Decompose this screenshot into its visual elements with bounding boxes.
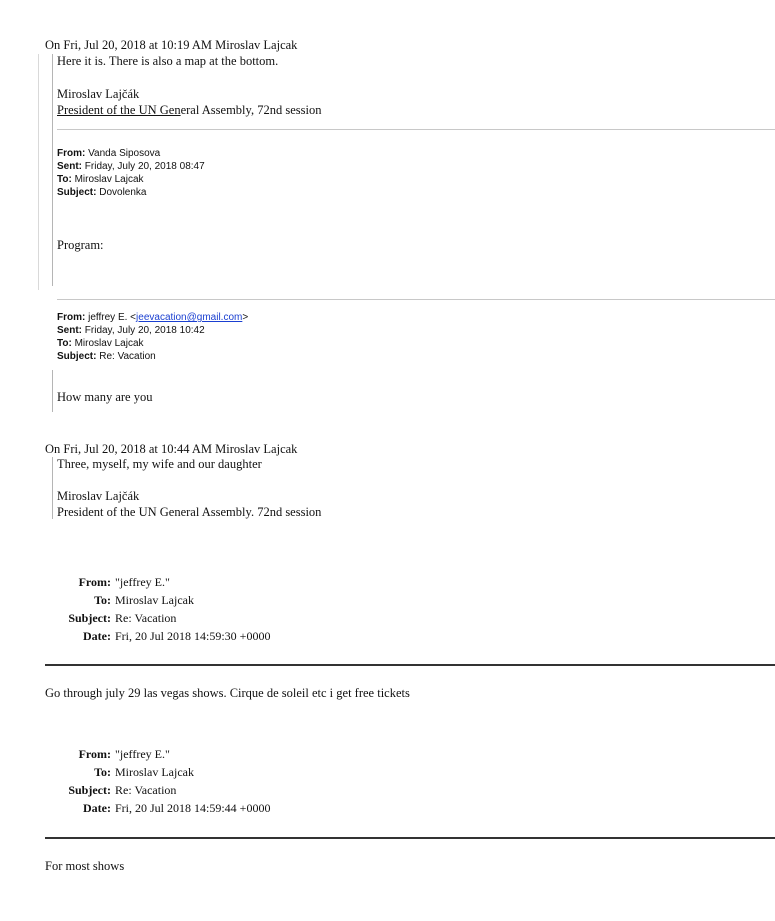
subject-value: Re: Vacation [115,611,177,625]
quote-bar-outer [38,54,39,290]
to-label: To: [94,593,111,607]
message2-body: For most shows [45,859,125,873]
sent-label: Sent: [57,161,82,172]
header-separator [57,299,775,300]
sent-value: Friday, July 20, 2018 08:47 [82,161,205,172]
date-label: Date: [83,801,111,815]
message1-from-row [45,575,445,591]
message1-subject-row [45,611,445,627]
header-separator [57,129,775,130]
quote-bar [52,370,53,412]
message2-from-row [45,747,445,763]
from-label: From: [78,575,111,589]
fwd2-from-line [57,312,248,323]
message2-subject-row [45,783,445,799]
from-label: From: [57,312,86,323]
reply1-attribution: On Fri, Jul 20, 2018 at 10:19 AM Miroslav Lajcak [45,38,298,52]
reply1-signature-name: Miroslav Lajčák [57,87,140,101]
message1-to-row [45,593,445,609]
subject-label: Subject: [57,187,97,198]
from-value: "jeffrey E." [115,747,170,761]
message2-to-row [45,765,445,781]
quote-bar [52,457,53,519]
message1-body: Go through july 29 las vegas shows. Cirque de soleil etc i get free tickets [45,686,410,700]
reply2-attribution: On Fri, Jul 20, 2018 at 10:44 AM Miroslav Lajcak [45,442,298,456]
message-divider [45,664,775,666]
subject-label: Subject: [68,611,111,625]
reply1-line: Here it is. There is also a map at the bottom. [57,54,279,68]
message2-date-row [45,801,445,817]
email-link[interactable]: jeevacation@gmail.com [136,312,243,323]
reply1-signature-title [57,103,321,118]
fwd2-to-line [57,338,144,349]
subject-value: Re: Vacation [96,351,156,362]
to-value: Miroslav Lajcak [71,338,144,349]
date-label: Date: [83,629,111,643]
sent-value: Friday, July 20, 2018 10:42 [82,325,205,336]
reply2-signature-title: President of the UN General Assembly. 72nd session [57,505,322,519]
to-label: To: [94,765,111,779]
fwd2-body: How many are you [57,390,153,404]
date-value: Fri, 20 Jul 2018 14:59:44 +0000 [115,801,271,815]
to-value: Miroslav Lajcak [115,593,194,607]
from-value-prefix: jeffrey E. < [85,312,137,323]
to-value: Miroslav Lajcak [115,765,194,779]
reply2-signature-name: Miroslav Lajčák [57,489,140,503]
from-value: Vanda Siposova [85,148,161,159]
fwd1-body: Program: [57,238,104,252]
subject-label: Subject: [57,351,97,362]
to-label: To: [57,174,72,185]
fwd1-sent-line [57,161,205,172]
signature-title-underlined: President of the UN Gen [57,103,181,117]
quote-bar [52,54,53,286]
to-label: To: [57,338,72,349]
from-label: From: [78,747,111,761]
message-divider [45,837,775,839]
fwd1-subject-line [57,187,146,198]
from-label: From: [57,148,86,159]
fwd2-sent-line [57,325,205,336]
fwd2-subject-line [57,351,156,362]
subject-value: Dovolenka [96,187,147,198]
fwd1-from-line [57,148,160,159]
signature-title-rest: eral Assembly, 72nd session [180,103,322,117]
from-value-suffix: > [242,312,249,323]
message1-date-row [45,629,445,645]
subject-value: Re: Vacation [115,783,177,797]
from-value: "jeffrey E." [115,575,170,589]
subject-label: Subject: [68,783,111,797]
to-value: Miroslav Lajcak [71,174,144,185]
date-value: Fri, 20 Jul 2018 14:59:30 +0000 [115,629,271,643]
reply2-line: Three, myself, my wife and our daughter [57,457,262,471]
sent-label: Sent: [57,325,82,336]
fwd1-to-line [57,174,144,185]
